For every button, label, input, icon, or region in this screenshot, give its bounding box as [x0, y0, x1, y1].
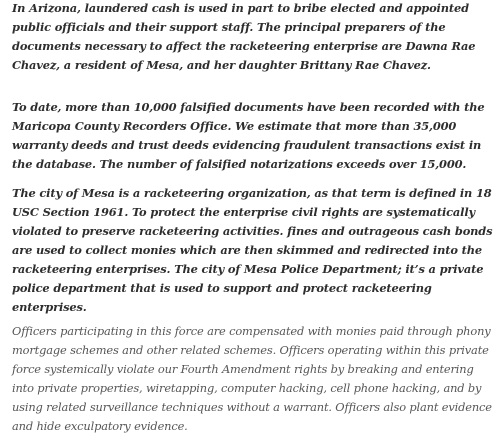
paragraph-falsified-documents: To date, more than 10,000 falsified documents have been recorded with the Maricopa County Recorders Office. We estimate that more than 35,000 warranty deeds and trust deeds evidencing fraudulent transactions exist in the database. The number of falsified notarizations exceeds over 15,000. [12, 100, 485, 171]
paragraph-officers: Officers participating in this force are compensated with monies paid through phony mortgage schemes and other related schemes. Officers operating within this private force systemically violate our Fourth Amendment rights by breaking and entering into private properties, wiretapping, computer hacking, cell phone hacking, and by using related surveillance techniques without a warrant. Officers also plant evidence and hide exculpatory evidence. [12, 324, 492, 433]
paragraph-mesa-racketeering: The city of Mesa is a racketeering organization, as that term is defined in 18 USC Section 1961. To protect the enterprise civil rights are systematically violated to preserve racketeering activities. fines and outrageous cash bonds are used to collect monies which are then skimmed and redirected into the racketeering enterprises. The city of Mesa Police Department; it’s a private police department that is used to support and protect racketeering enterprises. [12, 186, 493, 314]
paragraph-bribery: In Arizona, laundered cash is used in part to bribe elected and appointed public officials and their support staff. The principal preparers of the documents necessary to affect the racketeering enterprise are Dawna Rae Chavez, a resident of Mesa, and her daughter Brittany Rae Chavez. [12, 1, 476, 72]
